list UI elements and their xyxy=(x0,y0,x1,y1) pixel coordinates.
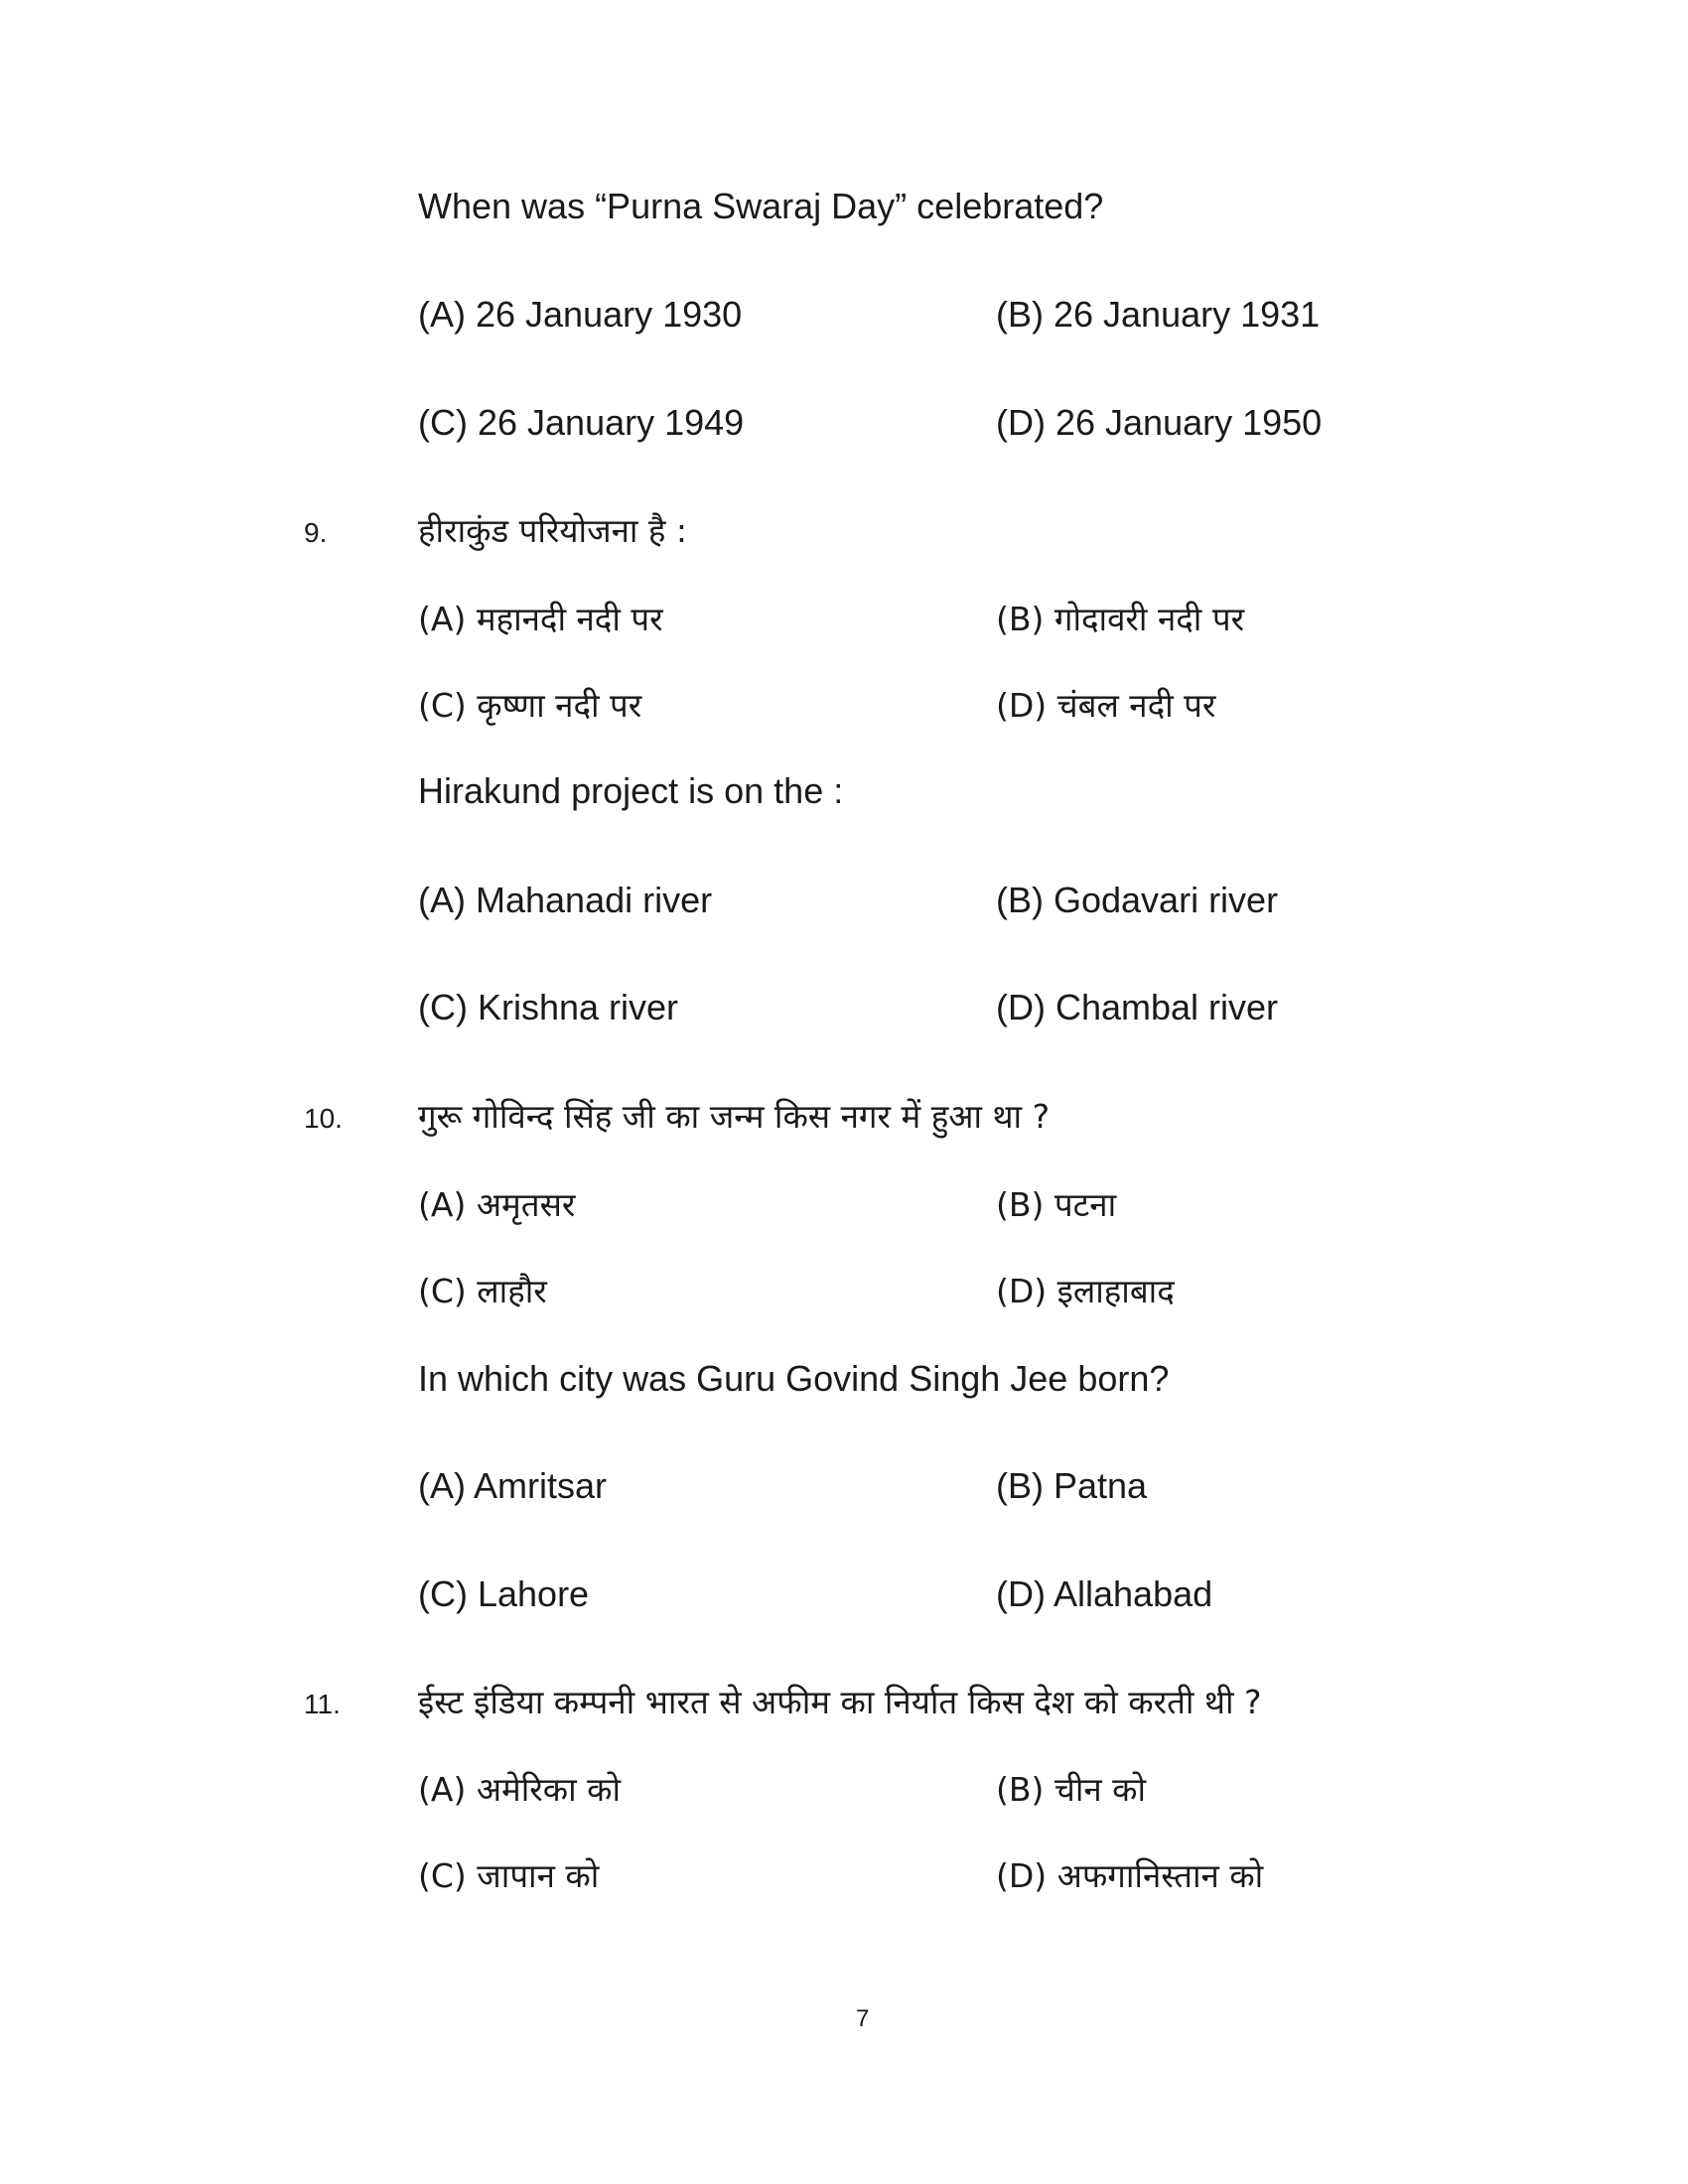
option-a: (A) अमृतसर xyxy=(418,1185,576,1224)
option-c: (C) Lahore xyxy=(418,1573,590,1614)
option-d: (D) चंबल नदी पर xyxy=(996,686,1216,725)
page-number: 7 xyxy=(856,2005,870,2032)
question-11-hindi-text: ईस्ट इंडिया कम्पनी भारत से अफीम का निर्यात किस देश को करती थी ? xyxy=(418,1683,1262,1721)
option-c: (C) 26 January 1949 xyxy=(418,402,745,443)
question-9-hindi-text: हीराकुंड परियोजना है : xyxy=(418,511,688,550)
option-a: (A) महानदी नदी पर xyxy=(418,600,663,638)
option-d: (D) Allahabad xyxy=(996,1573,1213,1614)
question-number: 9. xyxy=(304,517,328,548)
option-b: (B) चीन को xyxy=(996,1770,1147,1809)
question-8-english-text: When was “Purna Swaraj Day” celebrated? xyxy=(418,186,1104,226)
option-a: (A) Amritsar xyxy=(418,1465,608,1506)
question-number: 10. xyxy=(304,1103,343,1134)
option-b: (B) 26 January 1931 xyxy=(996,294,1321,335)
option-b: (B) Patna xyxy=(996,1465,1148,1506)
option-b: (B) गोदावरी नदी पर xyxy=(996,600,1245,638)
option-a: (A) Mahanadi river xyxy=(418,880,713,920)
option-d: (D) अफगानिस्तान को xyxy=(996,1856,1264,1895)
option-d: (D) 26 January 1950 xyxy=(996,402,1323,443)
option-c: (C) कृष्णा नदी पर xyxy=(418,686,642,725)
option-c: (C) जापान को xyxy=(418,1856,600,1895)
option-c: (C) Krishna river xyxy=(418,987,679,1027)
option-b: (B) पटना xyxy=(996,1185,1117,1224)
question-10-hindi-text: गुरू गोविन्द सिंह जी का जन्म किस नगर में हुआ था ? xyxy=(418,1097,1051,1136)
option-d: (D) Chambal river xyxy=(996,987,1279,1027)
question-10-english-text: In which city was Guru Govind Singh Jee born? xyxy=(418,1358,1170,1399)
option-a: (A) 26 January 1930 xyxy=(418,294,743,335)
option-c: (C) लाहौर xyxy=(418,1272,547,1310)
option-d: (D) इलाहाबाद xyxy=(996,1272,1175,1310)
question-9-english-text: Hirakund project is on the : xyxy=(418,770,844,811)
question-number: 11. xyxy=(304,1689,341,1719)
option-a: (A) अमेरिका को xyxy=(418,1770,622,1809)
option-b: (B) Godavari river xyxy=(996,880,1279,920)
